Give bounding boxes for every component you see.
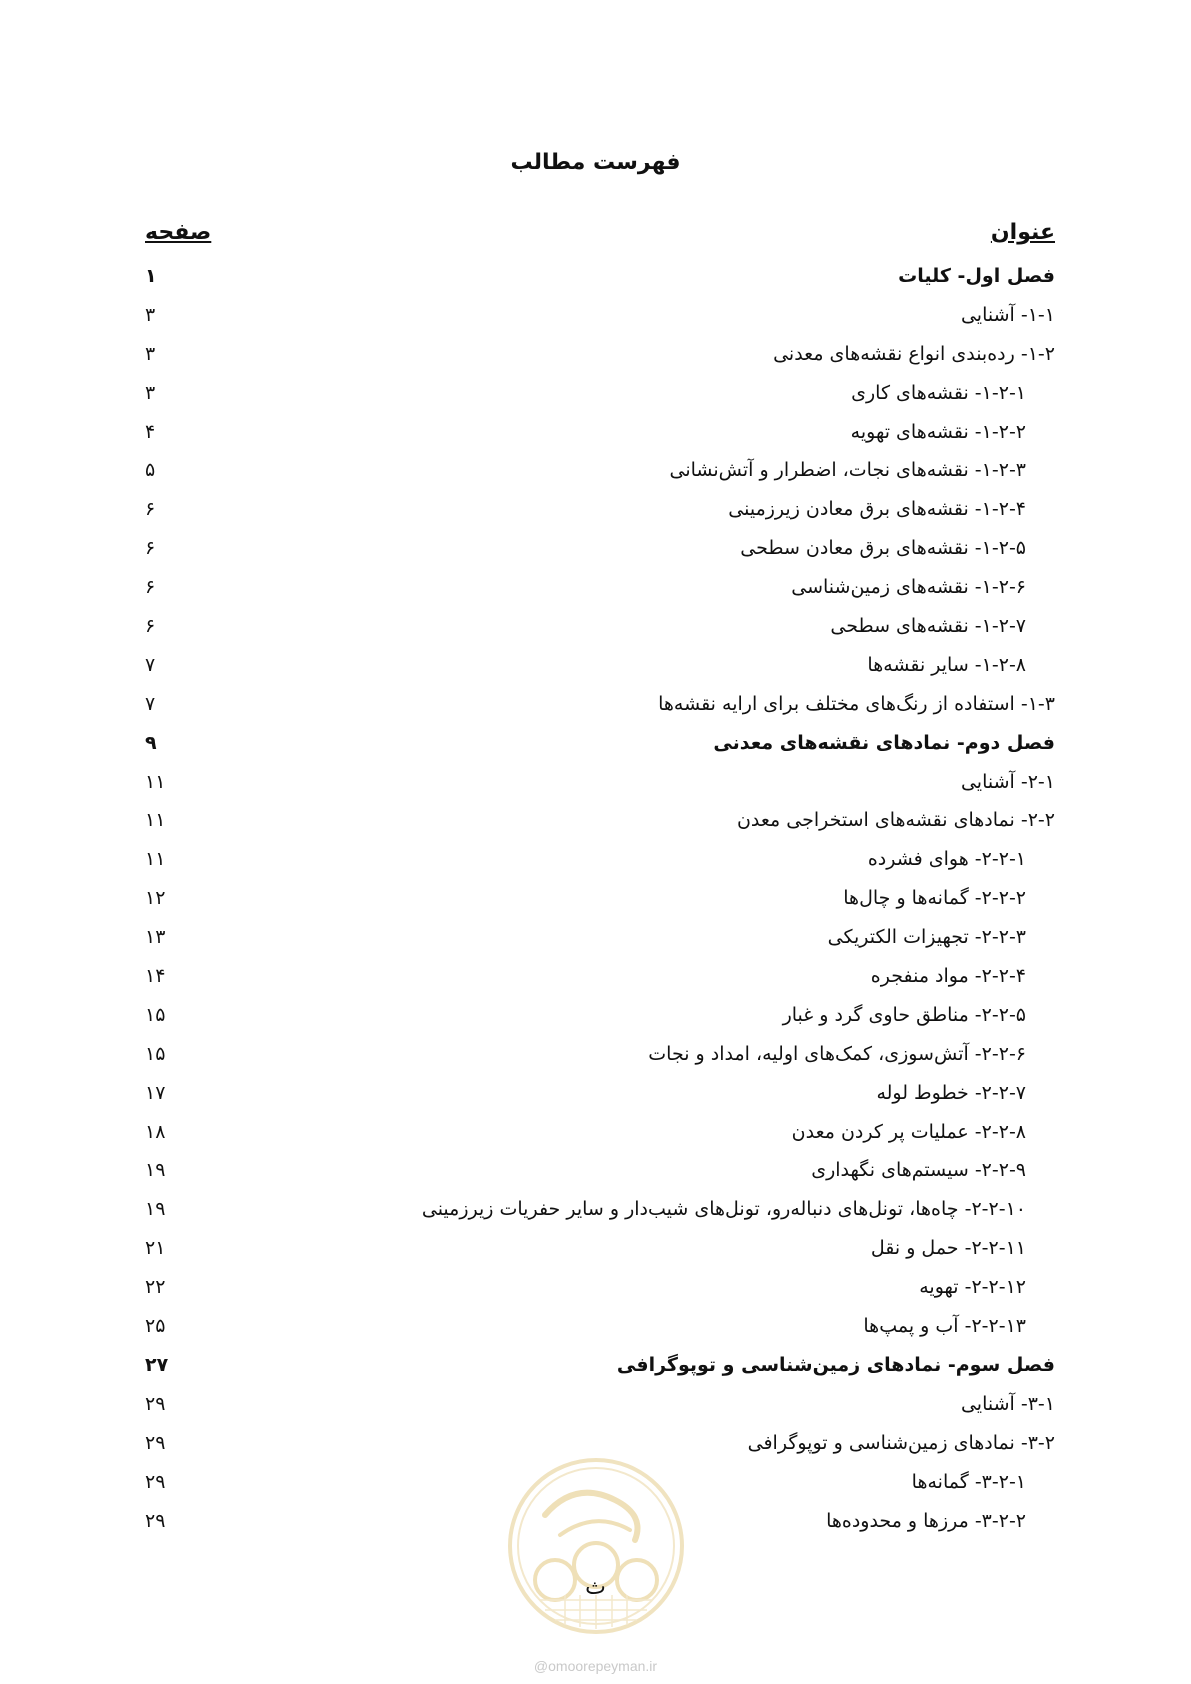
toc-entry (0, 1076, 1191, 1115)
entry-title: ۲-۲-۶- آتش‌سوزی، کمک‌های اولیه، امداد و نجات (648, 1042, 1026, 1065)
entry-title: ۲-۲-۱۰- چاه‌ها، تونل‌های دنباله‌رو، تونل‌های شیب‌دار و سایر حفریات زیرزمینی (421, 1198, 1026, 1221)
entry-page-number: ۱۳ (145, 926, 166, 949)
entry-title: ۲-۲-۹- سیستم‌های نگهداری (811, 1159, 1026, 1182)
entry-title: ۲-۲-۸- عملیات پر کردن معدن (791, 1120, 1026, 1143)
entry-title: ۲-۲-۴- مواد منفجره (870, 965, 1026, 988)
entry-page-number: ۱۵ (145, 1042, 166, 1065)
toc-entry (0, 1270, 1191, 1309)
toc-entry (0, 959, 1191, 998)
toc-entry (0, 492, 1191, 531)
toc-entry (0, 1153, 1191, 1192)
toc-entry (0, 453, 1191, 492)
entry-title: ۲-۲- نمادهای نقشه‌های استخراجی معدن (736, 809, 1055, 832)
chapter-entry (0, 1348, 1191, 1387)
entry-page-number: ۶ (145, 498, 156, 521)
entry-page-number: ۱۵ (145, 1003, 166, 1026)
chapter-entry (0, 259, 1191, 298)
toc-entry (0, 609, 1191, 648)
entry-page-number: ۷ (145, 653, 156, 676)
entry-title: فصل سوم- نمادهای زمین‌شناسی و توپوگرافی (616, 1353, 1055, 1376)
entry-page-number: ۹ (145, 731, 157, 754)
entry-page-number: ۳ (145, 342, 156, 365)
entry-page-number: ۲۱ (145, 1237, 166, 1260)
toc-entry (0, 1115, 1191, 1154)
entry-title: ۳-۲-۱- گمانه‌ها (911, 1470, 1026, 1493)
toc-entry (0, 415, 1191, 454)
title-column-header: عنوان (990, 220, 1055, 245)
toc-entry (0, 298, 1191, 337)
entry-title: ۱-۲- رده‌بندی انواع نقشه‌های معدنی (773, 342, 1055, 365)
entry-title: ۲-۲-۱۱- حمل و نقل (870, 1237, 1026, 1260)
entry-page-number: ۵ (145, 459, 156, 482)
entry-page-number: ۶ (145, 576, 156, 599)
entry-title: ۲-۲-۳- تجهیزات الکتریکی (827, 926, 1026, 949)
entry-page-number: ۳ (145, 303, 156, 326)
entry-page-number: ۱۸ (145, 1120, 166, 1143)
entry-page-number: ۲۷ (145, 1353, 169, 1376)
toc-entry (0, 531, 1191, 570)
page-number: ث (585, 1575, 606, 1600)
entry-title: ۳-۱- آشنایی (960, 1392, 1055, 1415)
entry-page-number: ۱۹ (145, 1198, 166, 1221)
entry-title: ۱-۱- آشنایی (960, 303, 1055, 326)
entry-page-number: ۷ (145, 692, 156, 715)
entry-page-number: ۲۹ (145, 1509, 166, 1532)
toc-entry (0, 765, 1191, 804)
entry-title: ۱-۲-۵- نقشه‌های برق معادن سطحی (740, 537, 1026, 560)
entry-page-number: ۱۷ (145, 1081, 166, 1104)
toc-entry (0, 648, 1191, 687)
page-column-header: صفحه (145, 220, 212, 245)
entry-page-number: ۱۲ (145, 887, 166, 910)
entry-title: ۱-۲-۱- نقشه‌های کاری (851, 381, 1026, 404)
entry-page-number: ۱۱ (145, 809, 166, 832)
entry-title: ۱-۲-۲- نقشه‌های تهویه (850, 420, 1026, 443)
chapter-entry (0, 726, 1191, 765)
entry-title: ۳-۲- نمادهای زمین‌شناسی و توپوگرافی (747, 1431, 1055, 1454)
table-of-contents (0, 259, 1191, 1542)
entry-page-number: ۴ (145, 420, 156, 443)
entry-page-number: ۳ (145, 381, 156, 404)
entry-page-number: ۲۹ (145, 1431, 166, 1454)
entry-page-number: ۱۴ (145, 965, 166, 988)
entry-page-number: ۲۹ (145, 1470, 166, 1493)
toc-entry (0, 1231, 1191, 1270)
entry-title: فصل اول- کلیات (898, 265, 1055, 287)
toc-entry (0, 998, 1191, 1037)
entry-page-number: ۱۱ (145, 770, 166, 793)
entry-page-number: ۱ (145, 265, 157, 287)
entry-page-number: ۱۱ (145, 848, 166, 871)
toc-entry (0, 570, 1191, 609)
toc-entry (0, 376, 1191, 415)
entry-title: ۱-۲-۴- نقشه‌های برق معادن زیرزمینی (728, 498, 1026, 521)
entry-page-number: ۱۹ (145, 1159, 166, 1182)
toc-entry (0, 842, 1191, 881)
entry-title: فصل دوم- نمادهای نقشه‌های معدنی (713, 731, 1055, 754)
toc-entry (0, 1192, 1191, 1231)
entry-title: ۲-۲-۷- خطوط لوله (876, 1081, 1026, 1104)
entry-page-number: ۶ (145, 537, 156, 560)
entry-page-number: ۲۹ (145, 1392, 166, 1415)
entry-title: ۱-۳- استفاده از رنگ‌های مختلف برای ارایه نقشه‌ها (658, 692, 1055, 715)
entry-title: ۲-۲-۱۳- آب و پمپ‌ها (863, 1315, 1026, 1338)
entry-title: ۱-۲-۸- سایر نقشه‌ها (867, 653, 1026, 676)
entry-title: ۲-۱- آشنایی (960, 770, 1055, 793)
entry-title: ۲-۲-۵- مناطق حاوی گرد و غبار (782, 1003, 1026, 1026)
page-title: فهرست مطالب (510, 150, 681, 175)
entry-title: ۱-۲-۳- نقشه‌های نجات، اضطرار و آتش‌نشانی (669, 459, 1026, 482)
toc-entry (0, 337, 1191, 376)
toc-entry (0, 1387, 1191, 1426)
entry-page-number: ۲۵ (145, 1315, 166, 1338)
entry-title: ۲-۲-۱- هوای فشرده (867, 848, 1026, 871)
toc-entry (0, 920, 1191, 959)
watermark-url: @omoorepeyman.ir (533, 1658, 658, 1674)
entry-page-number: ۶ (145, 615, 156, 638)
entry-title: ۲-۲-۱۲- تهویه (919, 1276, 1026, 1299)
entry-title: ۱-۲-۷- نقشه‌های سطحی (830, 615, 1026, 638)
toc-entry (0, 687, 1191, 726)
toc-entry (0, 803, 1191, 842)
entry-page-number: ۲۲ (145, 1276, 166, 1299)
toc-entry (0, 1309, 1191, 1348)
entry-title: ۱-۲-۶- نقشه‌های زمین‌شناسی (791, 576, 1026, 599)
entry-title: ۳-۲-۲- مرزها و محدوده‌ها (826, 1509, 1026, 1532)
toc-entry (0, 1037, 1191, 1076)
watermark-seal-icon (505, 1455, 687, 1637)
entry-title: ۲-۲-۲- گمانه‌ها و چال‌ها (843, 887, 1026, 910)
toc-entry (0, 881, 1191, 920)
